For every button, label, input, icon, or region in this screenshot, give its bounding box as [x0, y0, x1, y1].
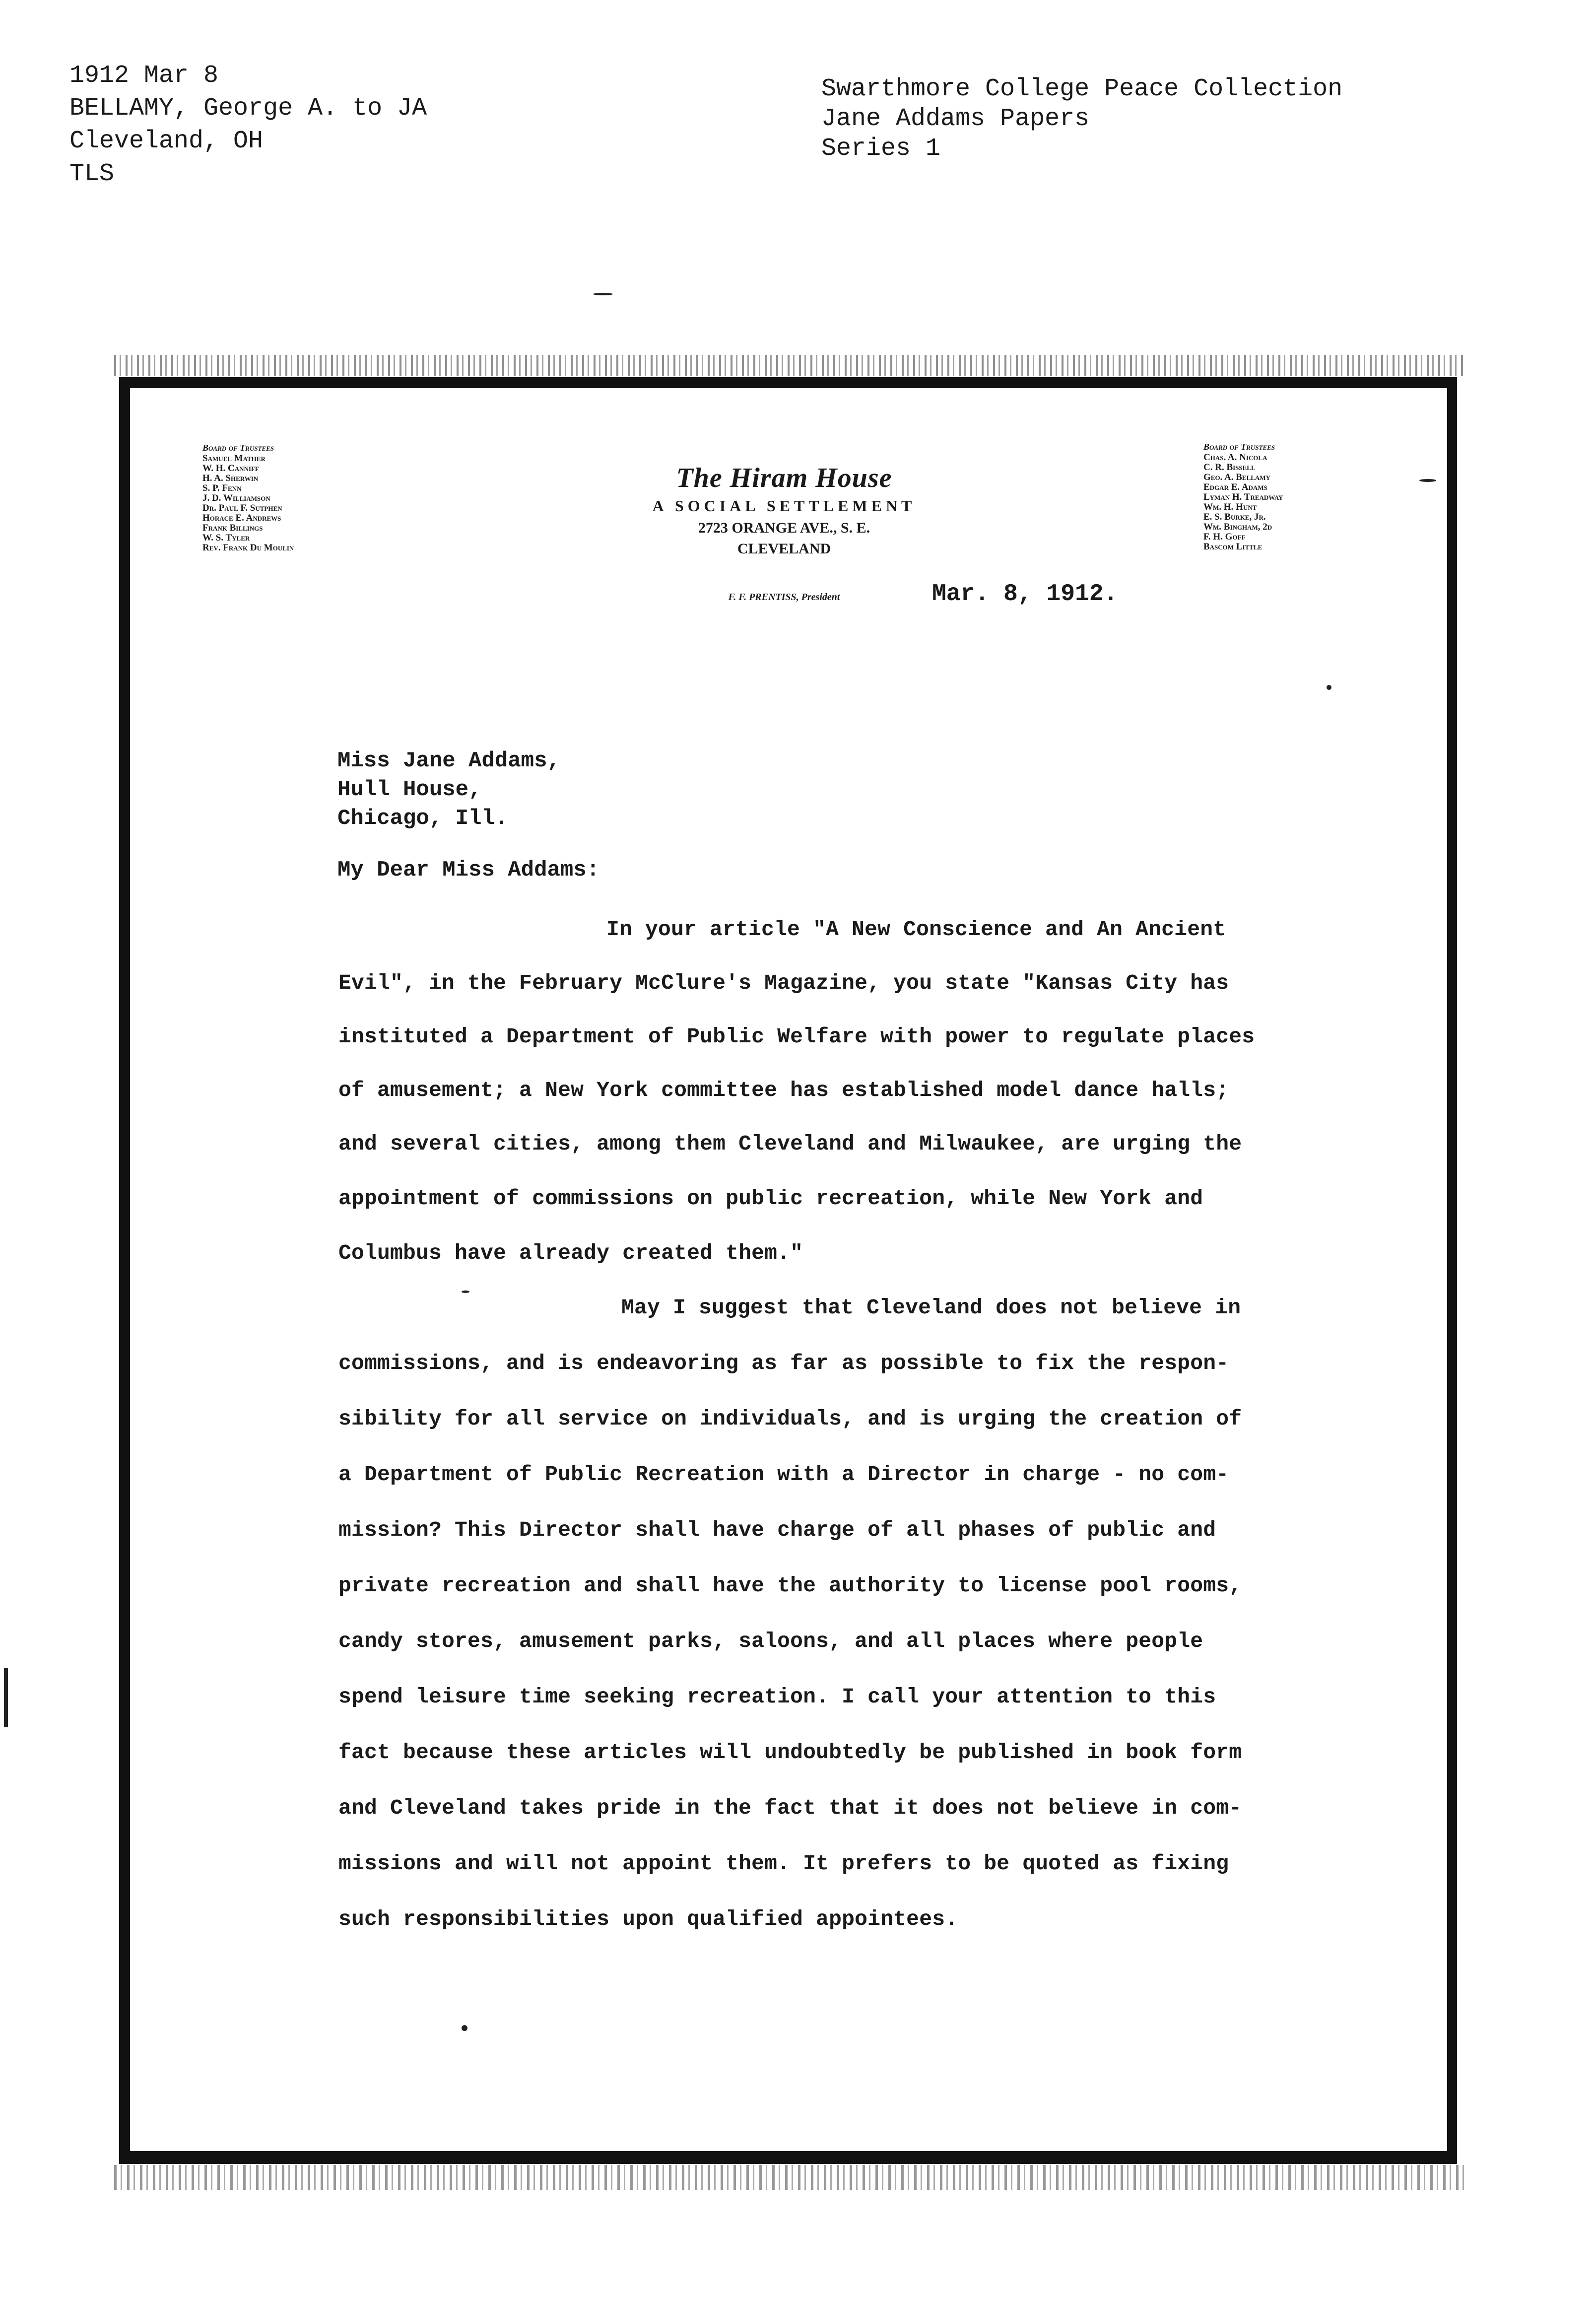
trustees-heading: Board of Trustees [1203, 442, 1275, 452]
frame-noise-bottom [114, 2165, 1464, 2190]
body-line: sibility for all service on individuals, and is urging the creation of [338, 1407, 1242, 1431]
archive-label-left [69, 60, 427, 191]
archive-location: Cleveland, OH [69, 127, 264, 155]
trustee-name: F. H. Goff [1203, 532, 1246, 542]
trustee-name: Chas. A. Nicola [1203, 452, 1267, 463]
body-line: spend leisure time seeking recreation. I call your attention to this [338, 1685, 1216, 1709]
letterhead [596, 462, 973, 605]
trustee-name: Bascom Little [1203, 542, 1263, 552]
trustee-name: W. S. Tyler [202, 533, 250, 543]
body-line: appointment of commissions on public recreation, while New York and [338, 1186, 1203, 1211]
organization-subtitle: A SOCIAL SETTLEMENT [652, 497, 916, 515]
scan-speck [462, 2025, 467, 2031]
body-line: candy stores, amusement parks, saloons, and all places where people [338, 1629, 1203, 1653]
trustee-name: Edgar E. Adams [1203, 482, 1267, 492]
organization-city: CLEVELAND [737, 541, 831, 557]
organization-address: 2723 ORANGE AVE., S. E. [698, 520, 870, 536]
trustee-name: S. P. Fenn [202, 483, 242, 493]
body-line: a Department of Public Recreation with a Director in charge - no com- [338, 1462, 1229, 1487]
trustee-name: C. R. Bissell [1203, 462, 1256, 473]
trustee-name: Lyman H. Treadway [1203, 492, 1283, 502]
trustee-name: H. A. Sherwin [202, 473, 259, 483]
body-line: Evil", in the February McClure's Magazine, you state "Kansas City has [338, 971, 1229, 995]
salutation: My Dear Miss Addams: [337, 858, 600, 883]
trustees-list-left [202, 443, 294, 553]
body-line: and several cities, among them Cleveland and Milwaukee, are urging the [338, 1132, 1242, 1156]
trustee-name: Samuel Mather [202, 453, 266, 464]
recipient-city: Chicago, Ill. [337, 806, 508, 831]
trustee-name: W. H. Canniff [202, 463, 259, 474]
archive-collection: Swarthmore College Peace Collection [821, 75, 1343, 103]
organization-president: F. F. PRENTISS, President [728, 592, 840, 603]
scan-speck [1419, 479, 1436, 482]
trustee-name: Wm. H. Hunt [1203, 502, 1257, 512]
letter-date: Mar. 8, 1912. [932, 581, 1118, 608]
body-line: of amusement; a New York committee has established model dance halls; [338, 1078, 1229, 1102]
recipient-name: Miss Jane Addams, [337, 748, 560, 773]
trustee-name: E. S. Burke, Jr. [1203, 512, 1266, 522]
trustees-heading: Board of Trustees [202, 443, 274, 453]
body-line: May I suggest that Cleveland does not believe in [621, 1295, 1241, 1320]
body-line: private recreation and shall have the authority to license pool rooms, [338, 1573, 1242, 1598]
archive-label-right [821, 74, 1342, 164]
scan-speck [462, 1291, 469, 1293]
body-line: commissions, and is endeavoring as far as possible to fix the respon- [338, 1351, 1229, 1375]
body-line: In your article "A New Conscience and An Ancient [606, 917, 1226, 942]
archive-date: 1912 Mar 8 [69, 62, 219, 90]
body-line: such responsibilities upon qualified appointees. [338, 1907, 958, 1931]
archive-series: Series 1 [821, 135, 941, 163]
scan-speck [1327, 685, 1331, 690]
trustee-name: Wm. Bingham, 2d [1203, 522, 1272, 532]
body-line: and Cleveland takes pride in the fact that it does not believe in com- [338, 1796, 1242, 1820]
scan-speck [4, 1668, 8, 1727]
body-line: fact because these articles will undoubtedly be published in book form [338, 1740, 1242, 1765]
trustee-name: Dr. Paul F. Sutphen [202, 503, 282, 513]
archive-type: TLS [69, 160, 115, 188]
trustee-name: J. D. Williamson [202, 493, 270, 503]
letter-sheet [119, 377, 1457, 2164]
trustee-name: Frank Billings [202, 523, 263, 533]
trustee-name: Horace E. Andrews [202, 513, 281, 523]
trustee-name: Rev. Frank Du Moulin [202, 543, 294, 553]
body-line: Columbus have already created them." [338, 1241, 803, 1265]
body-line: mission? This Director shall have charge of all phases of public and [338, 1518, 1216, 1542]
body-line: missions and will not appoint them. It prefers to be quoted as fixing [338, 1851, 1229, 1876]
trustee-name: Geo. A. Bellamy [1203, 472, 1270, 482]
scan-speck [593, 293, 613, 295]
archive-papers: Jane Addams Papers [821, 105, 1090, 133]
frame-noise-top [114, 355, 1464, 376]
archive-correspondent: BELLAMY, George A. to JA [69, 94, 427, 123]
trustees-list-right [1203, 442, 1283, 552]
body-line: instituted a Department of Public Welfare with power to regulate places [338, 1024, 1255, 1049]
organization-name: The Hiram House [676, 463, 892, 493]
recipient-org: Hull House, [337, 777, 482, 802]
